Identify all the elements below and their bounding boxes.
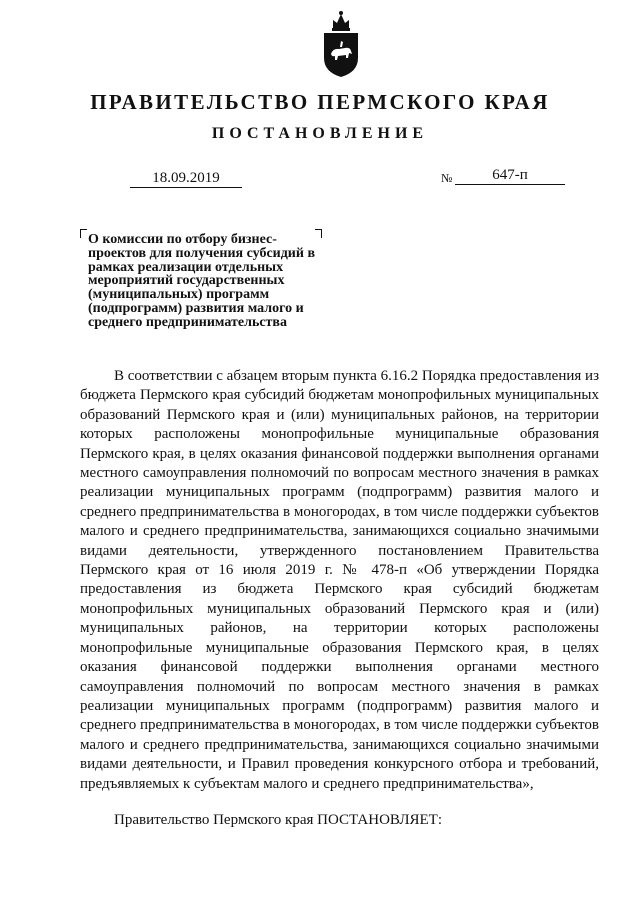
resolution-statement: Правительство Пермского края ПОСТАНОВЛЯЕТ:: [114, 812, 443, 828]
document-number: 647-п: [455, 166, 565, 185]
document-subject: О комиссии по отбору бизнес-проектов для получения субсидий в рамках реализации отдельных мероприятий государственных (муниципальных) программ (подпрограмм) развития малого и среднего предпринимательства: [88, 232, 316, 330]
coat-of-arms-icon: [321, 8, 361, 78]
subject-bracket-left: [80, 229, 87, 238]
organization-title: ПРАВИТЕЛЬСТВО ПЕРМСКОГО КРАЯ: [90, 90, 550, 114]
body-paragraph: В соответствии с абзацем вторым пункта 6.16.2 Порядка предоставления из бюджета Пермского края субсидий бюджетам монопрофильных муниципальных образований Пермского края и (или) муниципальных районов, на территории которых расположены монопрофильные муниципальные образования Пермского края, в целях оказания финансовой поддержки выполнения органами местного самоуправления полномочий по вопросам местного значения в рамках реализации муниципальных программ (подпрограмм) развития малого и среднего предпринимательства в моногородах, в том числе поддержки субъектов малого и среднего предпринимательства, занимающихся социально значимыми видами деятельности, утвержденного постановлением Правительства Пермского края от 16 июля 2019 г. № 478-п «Об утверждении Порядка предоставления из бюджета Пермского края субсидий бюджетам монопрофильных муниципальных образований Пермского края и (или) муниципальных районов, на территории которых расположены монопрофильные муниципальные образования Пермского края, в целях оказания финансовой поддержки выполнения органами местного самоуправления полномочий по вопросам местного значения в рамках реализации муниципальных программ (подпрограмм) развития малого и среднего предпринимательства в моногородах, в том числе поддержки субъектов малого и среднего предпринимательства, занимающихся социально значимыми видами деятельности, и Правил проведения конкурсного отбора и требований, предъявляемых к субъектам малого и среднего предпринимательства»,: [80, 368, 599, 792]
document-date: 18.09.2019: [130, 169, 242, 188]
number-label: №: [441, 171, 453, 185]
document-type: ПОСТАНОВЛЕНИЕ: [211, 125, 429, 142]
